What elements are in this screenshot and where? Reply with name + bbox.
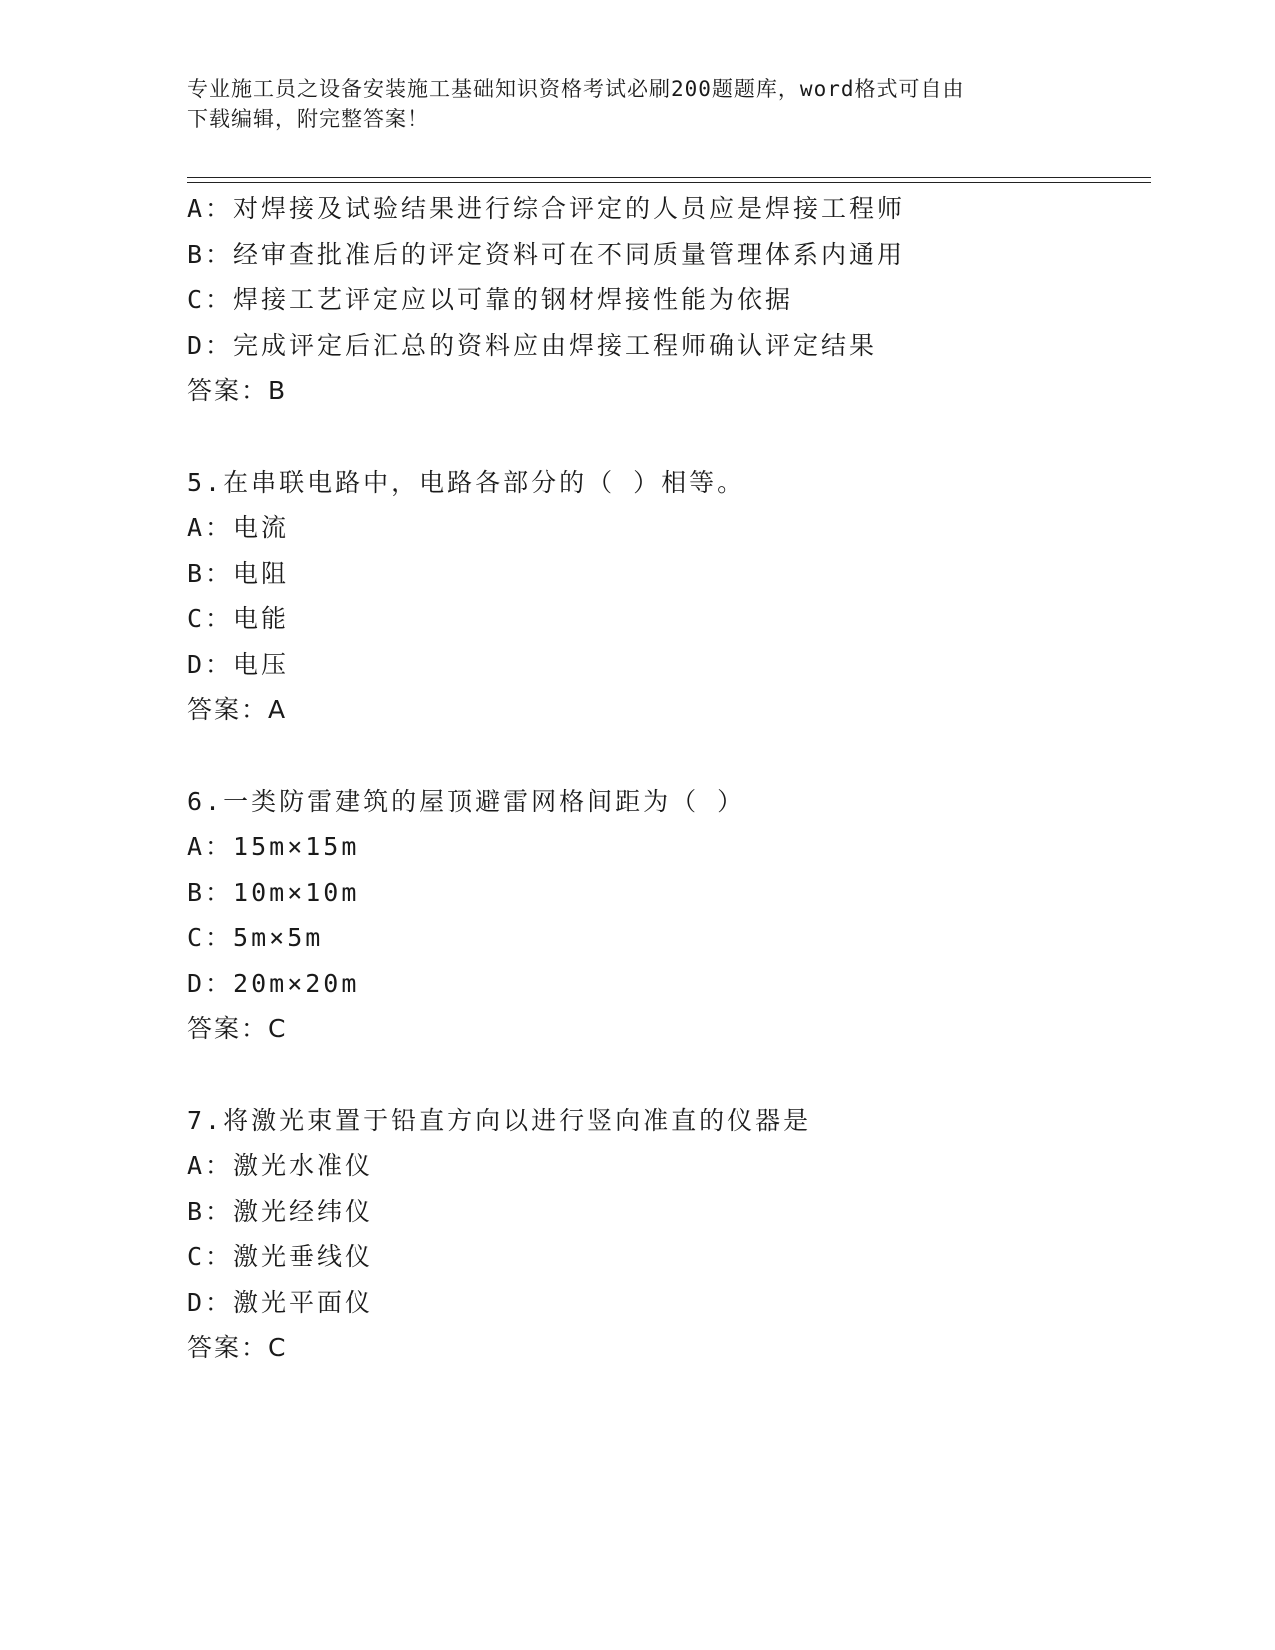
option-d: D：20m×20m xyxy=(187,968,360,998)
document-header xyxy=(187,74,1087,134)
header-divider-top xyxy=(187,177,1151,178)
question-stem: 5.在串联电路中，电路各部分的（ ）相等。 xyxy=(187,467,746,497)
header-title-line-1: 专业施工员之设备安装施工基础知识资格考试必刷200题题库，word格式可自由 xyxy=(187,77,965,101)
answer-line: 答案：A xyxy=(187,695,288,724)
question-spacer xyxy=(187,733,1147,779)
question-spacer xyxy=(187,1052,1147,1098)
option-b: B：激光经纬仪 xyxy=(187,1196,374,1226)
option-a: A：激光水准仪 xyxy=(187,1151,374,1180)
question-6 xyxy=(187,779,1147,1052)
option-a: A：15m×15m xyxy=(187,832,360,861)
option-c: C：电能 xyxy=(187,604,290,633)
option-b: B：10m×10m xyxy=(187,877,360,907)
answer-line: 答案：B xyxy=(187,376,288,405)
option-a: A：电流 xyxy=(187,513,290,542)
question-4 xyxy=(187,186,1147,414)
question-7 xyxy=(187,1098,1147,1371)
option-d: D：电压 xyxy=(187,649,290,679)
header-divider-bottom xyxy=(187,182,1151,183)
option-c: C：5m×5m xyxy=(187,923,324,952)
option-d: D：完成评定后汇总的资料应由焊接工程师确认评定结果 xyxy=(187,330,878,360)
option-d: D：激光平面仪 xyxy=(187,1287,374,1317)
header-title-line-2: 下载编辑，附完整答案！ xyxy=(187,107,429,131)
question-spacer xyxy=(187,414,1147,460)
question-stem: 6.一类防雷建筑的屋顶避雷网格间距为（ ） xyxy=(187,786,746,816)
question-stem: 7.将激光束置于铅直方向以进行竖向准直的仪器是 xyxy=(187,1105,812,1135)
answer-line: 答案：C xyxy=(187,1333,288,1362)
option-a: A：对焊接及试验结果进行综合评定的人员应是焊接工程师 xyxy=(187,194,906,223)
option-c: C：激光垂线仪 xyxy=(187,1242,374,1271)
option-c: C：焊接工艺评定应以可靠的钢材焊接性能为依据 xyxy=(187,285,794,314)
question-list xyxy=(187,186,1147,1371)
option-b: B：电阻 xyxy=(187,558,290,588)
option-b: B：经审查批准后的评定资料可在不同质量管理体系内通用 xyxy=(187,239,906,269)
answer-line: 答案：C xyxy=(187,1014,288,1043)
question-5 xyxy=(187,460,1147,733)
